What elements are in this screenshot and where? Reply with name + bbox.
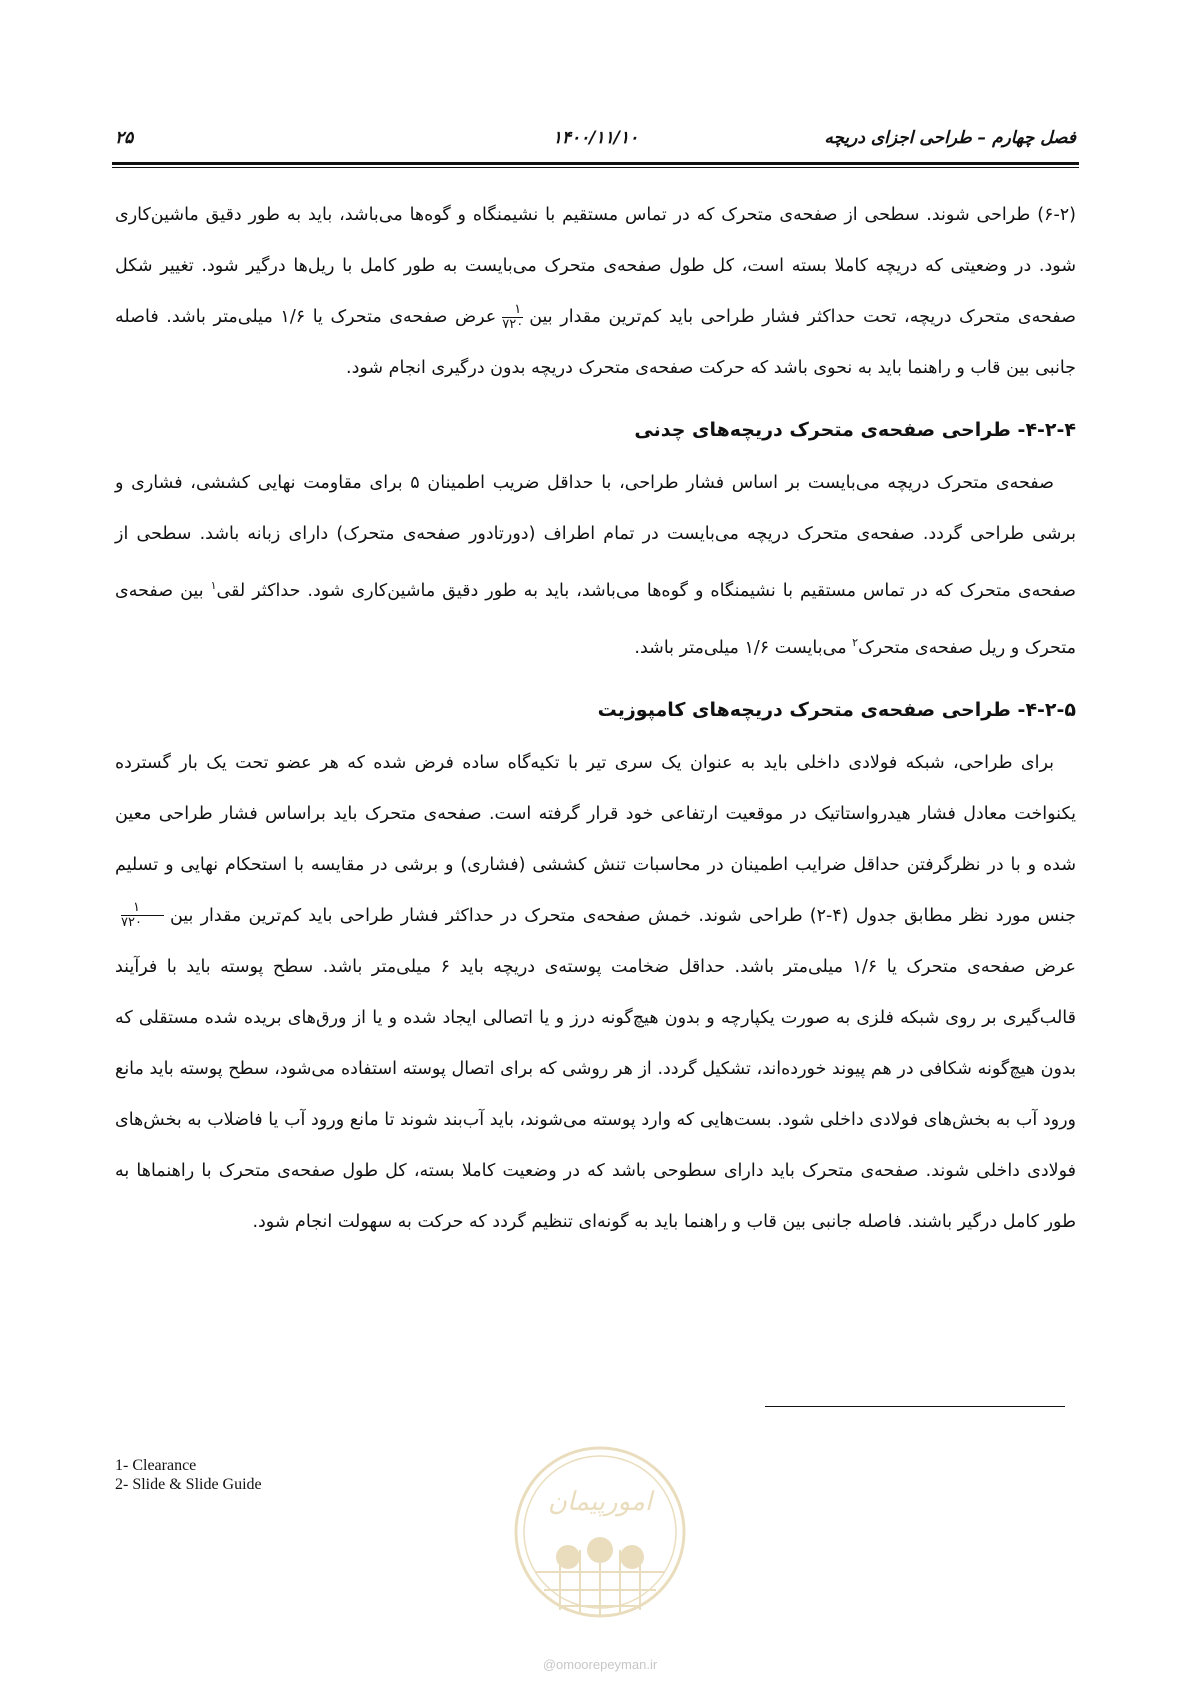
paragraph-text: عرض صفحه‌ی متحرک یا ۱/۶ میلی‌متر باشد. حداقل ضخامت پوسته‌ی دریچه باید ۶ میلی‌متر باشد. سطح پوسته باید با فرآیند قالب‌گیری بر روی شبکه فلزی به صورت یکپارچه و بدون هیچ‌گونه درز و یا اتصالی ایجاد شده و یا از ورق‌های بریده شده مستقلی که بدون هیچ‌گونه شکافی در هم پیوند خورده‌اند، تشکیل گردد. از هر روشی که برای اتصال پوسته استفاده می‌شود، سطح پوسته باید مانع ورود آب به بخش‌های فولادی داخلی شود. بست‌هایی که وارد پوسته می‌شوند، باید آب‌بند شوند تا مانع ورود آب یا فاضلاب به بخش‌های فولادی داخلی شوند. صفحه‌ی متحرک باید دارای سطوحی باشد که در وضعیت کاملا بسته، کل طول صفحه‌ی متحرک با راهنماها به طور کامل درگیر باشند. فاصله جانبی بین قاب و راهنما باید به گونه‌ای تنظیم گردد که حرکت به سهولت انجام شود. [115,956,1076,1232]
footnotes [115,1456,262,1494]
page-body [115,190,1076,1248]
footnote-2: 2- Slide & Slide Guide [115,1476,262,1493]
header-date: ۱۴۰۰/۱۱/۱۰ [552,128,639,148]
fraction-denominator: ۷۲۰ [121,915,142,931]
page-number: ۲۵ [115,128,134,148]
paragraph-text: می‌بایست ۱/۶ میلی‌متر باشد. [634,637,853,658]
paragraph-text: صفحه‌ی متحرک دریچه می‌بایست بر اساس فشار طراحی، با حداقل ضریب اطمینان ۵ برای مقاومت نهایی کششی، فشاری و برشی طراحی گردد. صفحه‌ی متحرک دریچه می‌بایست در تمام اطراف (دورتادور صفحه‌ی متحرک) دارای زبانه باشد. سطحی از صفحه‌ی متحرک که در تماس مستقیم با نشیمنگاه و گوه‌ها می‌باشد، باید به طور دقیق ماشین‌کاری شود. حداکثر لقی [115,473,1076,601]
fraction [121,901,164,930]
footnote-ref[interactable]: ۱ [210,579,217,592]
header-rule [112,162,1079,165]
watermark-logo-icon [510,1432,690,1647]
fraction [502,303,523,332]
footnote-rule [765,1406,1065,1407]
watermark-url: @omoorepeyman.ir [542,1657,658,1672]
section-heading: ۴-۲-۵- طراحی صفحه‌ی متحرک دریچه‌های کامپوزیت [597,698,1076,721]
header-rule-thin [112,167,1079,168]
paragraph-text: برای طراحی، شبکه فولادی داخلی باید به عنوان یک سری تیر با تکیه‌گاه ساده فرض شده که هر عضو تحت یک بار گسترده یکنواخت معادل فشار هیدرواستاتیک در موقعیت ارتفاعی خود قرار گرفته است. صفحه‌ی متحرک باید براساس فشار طراحی معین شده و با در نظرگرفتن حداقل ضرایب اطمینان در محاسبات تنش کششی (فشاری) و برشی در مقایسه با استحکام نهایی و تسلیم جنس مورد نظر مطابق جدول (۴-۲) طراحی شوند. خمش صفحه‌ی متحرک در حداکثر فشار طراحی باید کم‌ترین مقدار بین [115,752,1076,926]
paragraph-text: (۶-۲) طراحی شوند. سطحی از صفحه‌ی متحرک که در تماس مستقیم با نشیمنگاه و گوه‌ها می‌باشد، باید به طور دقیق ماشین‌کاری شود. در وضعیتی که دریچه کاملا بسته است، کل طول صفحه‌ی متحرک می‌بایست به طور کامل با ریل‌ها درگیر شود. تغییر شکل صفحه‌ی متحرک دریچه، تحت حداکثر فشار طراحی باید کم‌ترین مقدار بین [115,205,1076,327]
watermark-logo-text: امورپیمان [547,1487,653,1517]
running-header [115,128,1076,158]
section-5-paragraph [115,738,1076,1248]
section-4-paragraph [115,458,1076,674]
paragraph-text: عرض صفحه‌ی متحرک یا ۱/۶ میلی‌متر باشد. فاصله جانبی بین قاب و راهنما باید به نحوی باشد که حرکت صفحه‌ی متحرک دریچه بدون درگیری انجام شود. [115,307,1076,378]
intro-paragraph [115,190,1076,394]
footnote-1: 1- Clearance [115,1457,197,1474]
fraction-numerator: ۱ [502,303,523,318]
fraction-denominator: ۷۲۰ [502,316,524,332]
watermark [510,1432,690,1672]
fraction-numerator: ۱ [121,901,164,916]
footnote-ref[interactable]: ۲ [852,635,859,649]
chapter-title: فصل چهارم – طراحی اجزای دریچه [824,128,1076,148]
paragraph-text: بین صفحه‌ی متحرک و ریل صفحه‌ی متحرک [115,580,1076,658]
section-heading: ۴-۲-۴- طراحی صفحه‌ی متحرک دریچه‌های چدنی [634,419,1076,441]
